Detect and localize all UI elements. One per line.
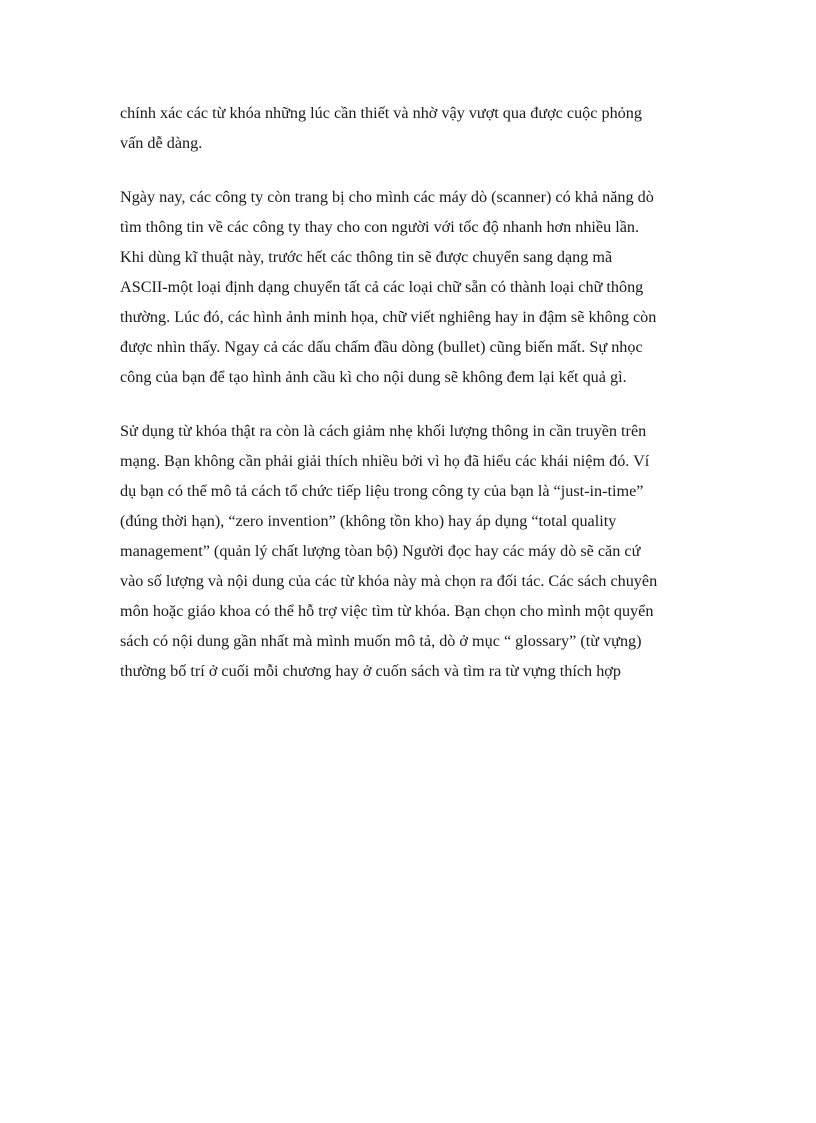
text-line: Khi dùng kĩ thuật này, trước hết các thông tin sẽ được chuyển sang dạng mã	[120, 248, 613, 266]
text-line: vấn dễ dàng.	[120, 134, 203, 152]
document-body	[120, 98, 710, 710]
paragraph-2	[120, 182, 710, 392]
text-line: Ngày nay, các công ty còn trang bị cho mình các máy dò (scanner) có khả năng dò	[120, 188, 654, 206]
text-line: công của bạn để tạo hình ảnh cầu kì cho nội dung sẽ không đem lại kết quả gì.	[120, 368, 627, 386]
text-line: mạng. Bạn không cần phải giải thích nhiều bởi vì họ đã hiểu các khái niệm đó. Ví	[120, 452, 650, 470]
paragraph-1	[120, 98, 710, 158]
text-line: Sử dụng từ khóa thật ra còn là cách giảm nhẹ khối lượng thông in cần truyền trên	[120, 422, 647, 440]
text-line: môn hoặc giáo khoa có thể hỗ trợ việc tìm từ khóa. Bạn chọn cho mình một quyển	[120, 602, 654, 620]
text-line: được nhìn thấy. Ngay cả các dấu chấm đầu dòng (bullet) cũng biến mất. Sự nhọc	[120, 338, 643, 356]
text-line: chính xác các từ khóa những lúc cần thiết và nhờ vậy vượt qua được cuộc phỏng	[120, 104, 642, 122]
text-line: vào số lượng và nội dung của các từ khóa này mà chọn ra đối tác. Các sách chuyên	[120, 572, 658, 590]
text-line: dụ bạn có thể mô tả cách tổ chức tiếp liệu trong công ty của bạn là “just-in-time”	[120, 482, 644, 500]
text-line: ASCII-một loại định dạng chuyển tất cả các loại chữ sẵn có thành loại chữ thông	[120, 278, 644, 296]
paragraph-3	[120, 416, 710, 686]
text-line: sách có nội dung gần nhất mà mình muốn mô tả, dò ở mục “ glossary” (từ vựng)	[120, 632, 642, 650]
text-line: thường bố trí ở cuối mỗi chương hay ở cuốn sách và tìm ra từ vựng thích hợp	[120, 662, 621, 680]
text-line: tìm thông tin về các công ty thay cho con người với tốc độ nhanh hơn nhiều lần.	[120, 218, 640, 236]
text-line: management” (quản lý chất lượng tòan bộ) Người đọc hay các máy dò sẽ căn cứ	[120, 542, 641, 560]
text-line: thường. Lúc đó, các hình ảnh minh họa, chữ viết nghiêng hay in đậm sẽ không còn	[120, 308, 657, 326]
text-line: (đúng thời hạn), “zero invention” (không tồn kho) hay áp dụng “total quality	[120, 512, 617, 530]
